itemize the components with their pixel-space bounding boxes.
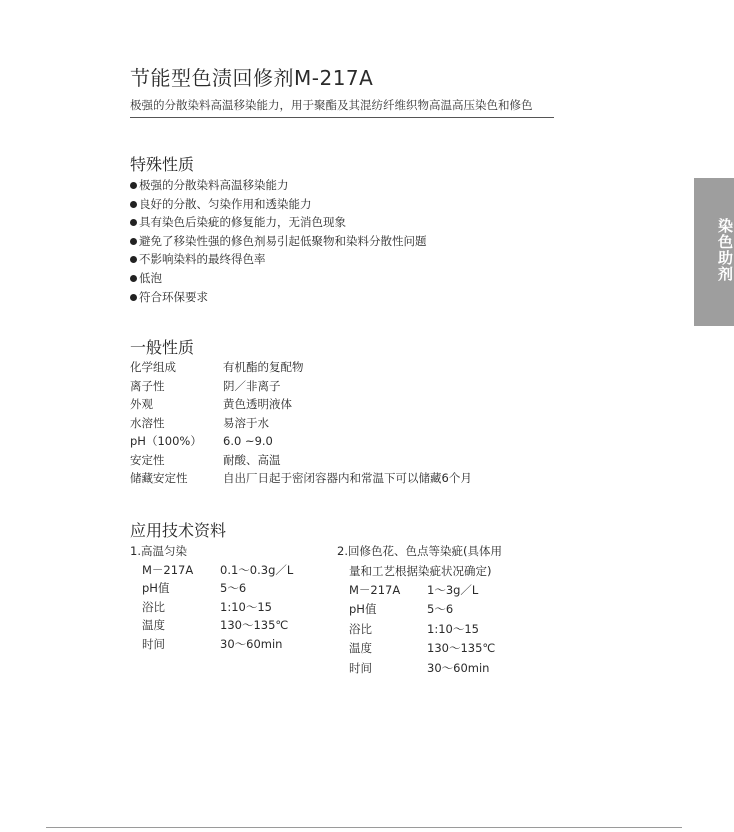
category-tab-label: 染色助剂 <box>716 218 734 282</box>
application-method-2 <box>337 542 502 678</box>
list-item: 不影响染料的最终得色率 <box>130 250 427 269</box>
bullet-icon <box>130 182 137 189</box>
parameter-name: 温度 <box>349 641 372 655</box>
property-name: 化学组成 <box>130 360 176 374</box>
parameter-value: 5～6 <box>220 581 247 595</box>
application-heading: 应用技术资料 <box>130 521 227 540</box>
method-2-title-continued: 量和工艺根据染疵状况确定) <box>349 563 492 578</box>
features-heading: 特殊性质 <box>130 155 195 174</box>
parameter-name: 时间 <box>349 660 372 675</box>
parameter-value: 1:10～15 <box>220 599 272 614</box>
property-value: 耐酸、高温 <box>223 452 281 467</box>
list-item: 良好的分散、匀染作用和透染能力 <box>130 195 427 214</box>
parameter-name: 温度 <box>142 618 165 632</box>
parameter-name: pH值 <box>142 581 170 595</box>
property-value: 易溶于水 <box>223 415 269 430</box>
table-row <box>337 639 502 659</box>
list-item: 极强的分散染料高温移染能力 <box>130 176 427 195</box>
parameter-value: 1～3g／L <box>427 582 479 597</box>
parameter-value: 5～6 <box>427 602 454 616</box>
parameter-name: M－217A <box>142 562 194 577</box>
table-row <box>337 600 502 620</box>
page-title: 节能型色渍回修剂M-217A <box>130 66 374 90</box>
table-row <box>130 635 283 654</box>
table-row <box>337 620 502 640</box>
parameter-value: 130～135℃ <box>220 618 289 632</box>
table-row <box>130 561 294 580</box>
parameter-value: 1:10～15 <box>427 621 479 636</box>
parameter-value: 30～60min <box>427 660 490 675</box>
parameter-name: pH值 <box>349 602 377 616</box>
property-value: 6.0 ~9.0 <box>223 434 273 448</box>
table-row <box>130 579 247 598</box>
bullet-icon <box>130 275 137 282</box>
property-name: 安定性 <box>130 452 165 467</box>
bullet-icon <box>130 201 137 208</box>
property-value: 黄色透明液体 <box>223 397 292 411</box>
list-item: 具有染色后染疵的修复能力，无消色现象 <box>130 213 427 232</box>
bullet-icon <box>130 294 137 301</box>
parameter-name: 时间 <box>142 636 165 651</box>
parameter-value: 30～60min <box>220 636 283 651</box>
features-list <box>130 176 427 306</box>
property-name: 离子性 <box>130 378 165 393</box>
property-value: 自出厂日起于密闭容器内和常温下可以储藏6个月 <box>223 471 472 485</box>
parameter-name: 浴比 <box>142 599 165 614</box>
property-name: 储藏安定性 <box>130 471 188 485</box>
parameter-name: M－217A <box>349 582 401 597</box>
parameter-value: 130～135℃ <box>427 641 496 655</box>
application-method-1 <box>130 542 294 653</box>
bullet-icon <box>130 256 137 263</box>
property-name: 外观 <box>130 397 153 411</box>
list-item: 低泡 <box>130 269 427 288</box>
bullet-icon <box>130 238 137 245</box>
method-2-title: 2.回修色花、色点等染疵(具体用 <box>337 544 502 558</box>
table-row <box>130 598 272 617</box>
parameter-value: 0.1～0.3g／L <box>220 562 294 577</box>
parameter-name: 浴比 <box>349 621 372 636</box>
property-name: pH（100%） <box>130 434 202 448</box>
list-item: 符合环保要求 <box>130 288 427 307</box>
bullet-icon <box>130 219 137 226</box>
property-value: 有机酯的复配物 <box>223 360 304 374</box>
table-row <box>337 581 502 601</box>
table-row <box>130 616 289 635</box>
footer-divider <box>46 827 682 828</box>
title-divider <box>130 117 554 118</box>
property-name: 水溶性 <box>130 415 165 430</box>
method-1-title: 1.高温匀染 <box>130 544 187 558</box>
general-heading: 一般性质 <box>130 338 195 357</box>
table-row <box>337 659 502 679</box>
property-value: 阴／非离子 <box>223 378 281 393</box>
list-item: 避免了移染性强的修色剂易引起低聚物和染料分散性问题 <box>130 232 427 251</box>
category-side-tab <box>694 178 734 326</box>
page-subtitle: 极强的分散染料高温移染能力，用于聚酯及其混纺纤维织物高温高压染色和修色 <box>130 98 533 112</box>
